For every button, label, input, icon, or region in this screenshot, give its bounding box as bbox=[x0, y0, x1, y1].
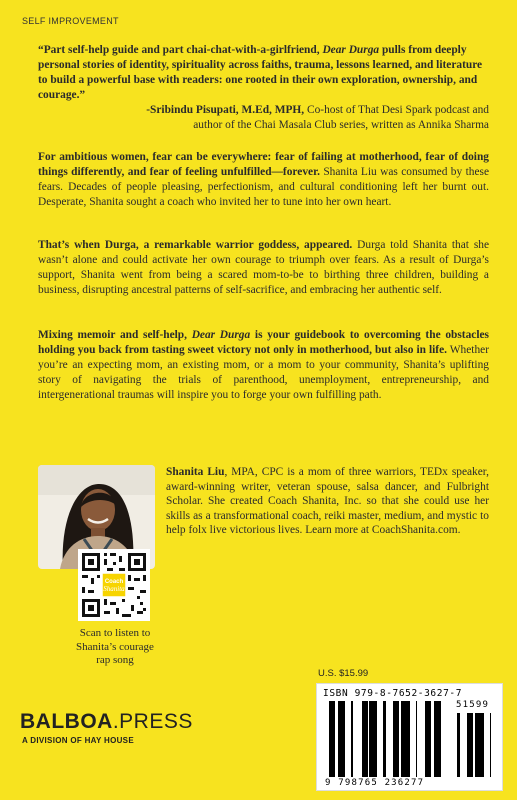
quote-book-title: Dear Durga bbox=[322, 44, 380, 56]
qr-caption: Scan to listen to Shanita’s courage rap song bbox=[76, 627, 154, 666]
p3-bold1: Mixing memoir and self-help, bbox=[38, 329, 192, 341]
p3-book-title: Dear Durga bbox=[191, 329, 251, 341]
p3-rest: Whether you’re an expecting mom, an existing mom, or a mom to your community, Shanita’s uplifting story of navigating the trials of parenthood, unemployment, entrepreneurship, and intergenerational traumas will inspire you to forge your own fulfilling path. bbox=[38, 344, 489, 401]
p3-bold2: is your guidebook to overcoming the obstacles holding you back from tasting sweet victory not only in motherhood, but also in life. bbox=[38, 329, 489, 356]
category-label: SELF IMPROVEMENT bbox=[22, 16, 119, 26]
publisher-logo-bold: BALBOA bbox=[20, 710, 113, 733]
price-label: U.S. $15.99 bbox=[318, 668, 369, 679]
main-barcode-bars bbox=[323, 701, 447, 777]
publisher-logo bbox=[20, 710, 193, 734]
attribution-line2: author of the Chai Masala Club series, written as Annika Sharma bbox=[193, 119, 489, 131]
quote-attribution bbox=[38, 103, 489, 133]
p1-bold: For ambitious women, fear can be everywhere: fear of failing at motherhood, fear of doing things differently, and fear of feeling unfulfilled—forever. bbox=[38, 151, 489, 178]
qr-code[interactable] bbox=[78, 549, 150, 621]
author-bio bbox=[166, 465, 489, 538]
attribution-line1: Co-host of That Desi Spark podcast and bbox=[304, 104, 489, 116]
description-paragraph-2 bbox=[38, 238, 489, 298]
isbn-digits: 9 798765 236277 bbox=[325, 778, 425, 788]
description-paragraph-3 bbox=[38, 328, 489, 403]
p1-rest: Shanita Liu was consumed by these fears. Decades of people pleasing, perfectionism, and cultural conditioning left her burnt out. Desperate, Shanita sought a coach who invited her to tune into her own heart. bbox=[38, 166, 489, 208]
publisher-logo-thin: .PRESS bbox=[112, 710, 193, 733]
p2-bold: That’s when Durga, a remarkable warrior goddess, appeared. bbox=[38, 239, 353, 251]
isbn-barcode bbox=[316, 683, 503, 791]
addon-barcode-bars bbox=[454, 713, 498, 777]
quote-part2: pulls from deeply personal stories of identity, spirituality across faiths, trauma, lessons learned, and literature to build a powerful base with readers: one rooted in their own exploration, ownership, and courage.” bbox=[38, 44, 483, 101]
qr-badge-line1: Coach bbox=[104, 579, 124, 585]
author-name: Shanita Liu bbox=[166, 466, 225, 478]
quote-part1: “Part self-help guide and part chai-chat-with-a-girlfriend, bbox=[38, 44, 323, 56]
endorsement-quote bbox=[38, 43, 489, 103]
isbn-label: ISBN 979-8-7652-3627-7 bbox=[323, 688, 463, 699]
description-paragraph-1 bbox=[38, 150, 489, 210]
addon-digits: 51599 bbox=[456, 700, 490, 710]
attribution-name: -Sribindu Pisupati, M.Ed, MPH, bbox=[146, 104, 305, 116]
qr-badge-line2: Shanita bbox=[103, 585, 125, 593]
p2-rest: Durga told Shanita that she wasn’t alone and could activate her own courage to triumph over fears. As a result of Durga’s support, Shanita went from being a scared mom-to-be to birthing three children, building a business, disrupting ancestral patterns of self-sacrifice, and embracing her authentic self. bbox=[38, 239, 490, 296]
publisher-division: A DIVISION OF HAY HOUSE bbox=[22, 736, 134, 745]
author-bio-text: , MPA, CPC is a mom of three warriors, TEDx speaker, award-winning writer, veteran spouse, salsa dancer, and Fulbright Scholar. She created Coach Shanita, Inc. so that she could use her skills as a transformational coach, reiki master, medium, and mystic to help folx live victorious lives. Learn more at CoachShanita.com. bbox=[166, 466, 489, 537]
